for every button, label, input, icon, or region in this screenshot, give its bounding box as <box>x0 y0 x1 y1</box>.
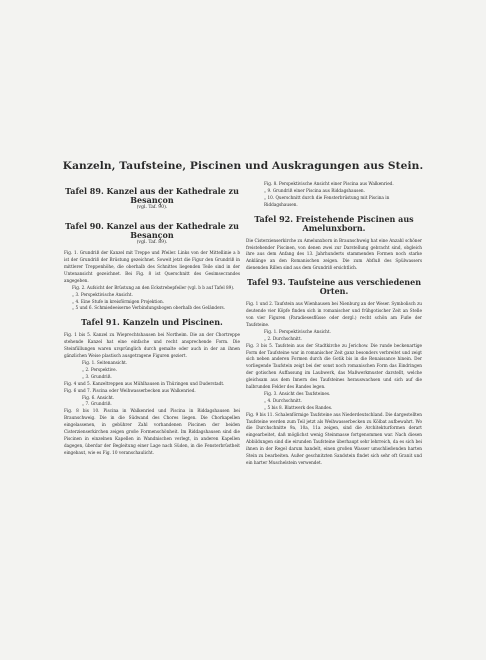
page-title: Kanzeln, Taufsteine, Piscinen und Auskragungen aus Stein. <box>62 160 424 172</box>
right-column <box>246 181 422 467</box>
figure-caption-line: „ 4. Eine Stufe in kreisförmigen Projektion. <box>72 298 165 304</box>
body-paragraph: Fig. 9 bis 11. Schalenförmige Taufsteine aus Niederdeutschland. Die dargestellten Taufsteine werden zum Teil jetzt als Weihwasserbecken zu Kölbat aufbewahrt. Wo die Durchschnitte 9a, 10a, 11a zeigen, sind die Architekturformen derart eingearbeitet, daß möglichst wenig Steinmasse fortgenommen war. Nach diesen Abbildungen sind die eirunden Taufsteine überhaupt sehr lehrreich, da es sich bei ihnen in der Regel darum handelt, einen großen Wasser umschließenden harten Stein zu bearbeiten. Außer geschnitzten Sandstein findet sich sehr oft Granit und ein harter Muschelstein verwendet. <box>246 411 422 465</box>
figure-caption-line: „ 2. Perspektive. <box>82 366 117 372</box>
figure-caption-line: „ 9. Grundriß einer Piscina aus Riddagshausen. <box>264 187 365 193</box>
figure-caption-line: „ 5 und 6. Schmiedeeiserne Verbindungsbogen oberhalb des Geländers. <box>72 305 226 311</box>
figure-caption-line: „ 2. Durchschnitt. <box>264 335 302 341</box>
figure-caption-line: „ 7. Grundriß. <box>82 401 112 407</box>
figure-caption-line: Fig. 1. Perspektivische Ansicht. <box>264 328 331 334</box>
section-subheading: (vgl. Taf. 90). <box>136 205 168 210</box>
body-paragraph: Fig. 1. Grundriß der Kanzel mit Treppe und Pfeiler. Links von der Mittellinie a b ist der Grundriß der Brüstung gezeichnet. Soweit jetzt die Figur den Grundriß in mittlerer Treppenhöhe, die oberhalb des Schnittes liegenden Teile sind in der Untenansicht gezeichnet. Bei Fig. 8 ist Querschnitt des Gesimsecrandes angegeben. <box>64 250 240 283</box>
body-paragraph: Fig. 6 und 7. Piscina oder Weihwasserbecken aus Walkenried. <box>64 387 196 393</box>
body-paragraph: Fig. 3 bis 5. Taufstein aus der Stadtkirche zu Jerichow. Die runde beckenartige Form der Taufsteine war in romanischer Zeit ganz besonders verbreitet und zeigt sich neben anderen Formen durch die Gotik bis in die Renaissance hinein. Der vorliegende Taufstein zeigt bei der sonst noch romanischen Form das Eindringen der gotischen Auffassung im Laubwerk, das Maßwerkmuster darstellt, welche gleichsam aus dem Innern des Taufsteines herauswachsen und sich auf die halbrunden Felder des Randes legen. <box>246 342 422 390</box>
figure-caption-line: Fig. 6. Ansicht. <box>82 394 115 400</box>
figure-caption-line: „ 3. Perspektivische Ansicht. <box>72 291 133 297</box>
body-paragraph: Fig. 8 bis 10. Piscina in Walkenried und Piscina in Riddagshausen bei Braunschweig. Die in die Südwand des Chores liegen. Die Chorkapellen eingelassenen, in gebührer Zahl vorhandenen Piscinen der beiden Cisterzienserkirchen zeigen große Formenschönheit. Im Riddagshausen sind die Piscinen in einzelnen Kapellen in Wandnischen verlegt, in anderen Kapellen dagegen, überdar der Begleitung einer Lage nach Süden, in die Fensterbrüstheit eingebaut, wie es Fig. 10 veranschaulicht. <box>64 408 240 455</box>
figure-caption-line: „ 10. Querschnitt durch die Fensterbrüstung mit Piscina in Riddagshausen. <box>264 194 390 207</box>
figure-caption-line: „ 4. Durchschnitt. <box>264 397 302 403</box>
figure-caption-line: „ 5 bis 8. Blattwerk des Randes. <box>264 404 333 410</box>
section-heading: Tafel 89. Kanzel aus der Kathedrale zu Besançon <box>65 186 239 205</box>
section-subheading: (vgl. Taf. 89). <box>136 239 168 245</box>
section-heading: Tafel 93. Taufsteine aus verschiedenen Orten. <box>246 277 422 297</box>
figure-caption-line: „ 3. Grundriß. <box>82 373 112 379</box>
figure-caption-line: Fig. 1. Seitenansicht. <box>82 359 128 365</box>
figure-caption-line: Fig. 8. Perspektivische Ansicht einer Piscina aus Walkenried. <box>264 181 394 186</box>
section-heading: Tafel 91. Kanzeln und Piscinen. <box>81 317 223 328</box>
section-heading: Tafel 90. Kanzel aus der Kathedrale zu Besançon <box>65 220 239 240</box>
body-paragraph: Fig. 4 und 5. Kanzeltreppen aus Mühlhausen in Thüringen und Duderstadt. <box>64 380 225 386</box>
body-paragraph: Die Cisterzienserkirche zu Amelunxborn in Braunschweig hat eine Anzahl schöner freistehender Piscinen, von denen zwei zur Darstellung gebracht sind, obgleich ihre aus dem Anfang des 13. Jahrhunderts stammenden Formen noch starke Anklänge an den Romanischen zeigen. Die zum Abfluß des Spülwassers dienenden Rillen sind aus dem Grundriß ersichtlich. <box>246 237 422 271</box>
body-paragraph: Fig. 1 und 2. Taufstein aus Wienhausen bei Nienburg an der Weser. Symbolisch zu deutende vier Köpfe finden sich in romanischer und frühgotischer Zeit an Stelle von vier Figuren (Paradiesesflüsse oder dergl.) recht schön am Fuße der Taufsteine. <box>246 301 422 327</box>
figure-caption-line: Fig. 2. Aufsicht der Brüstung an den Eckstrebepfeiler (vgl. b b auf Tafel 89). <box>72 284 235 290</box>
body-paragraph: Fig. 1 bis 5. Kanzel zu Wieprechtshausen bei Northeim. Die an der Chortreppe stehende Kanzel hat eine einfache und recht ansprechende Form. Die Steinfüllungen waren ursprünglich durch gemalte oder auch in der an ihnen gänzlichen Weise plastisch ausgetragene Figuren geziert. <box>64 332 240 359</box>
figure-caption-line: Fig. 3. Ansicht des Taufsteines. <box>264 390 331 396</box>
section-heading: Tafel 92. Freistehende Piscinen aus Amelunxborn. <box>254 213 414 233</box>
left-column <box>64 181 240 457</box>
